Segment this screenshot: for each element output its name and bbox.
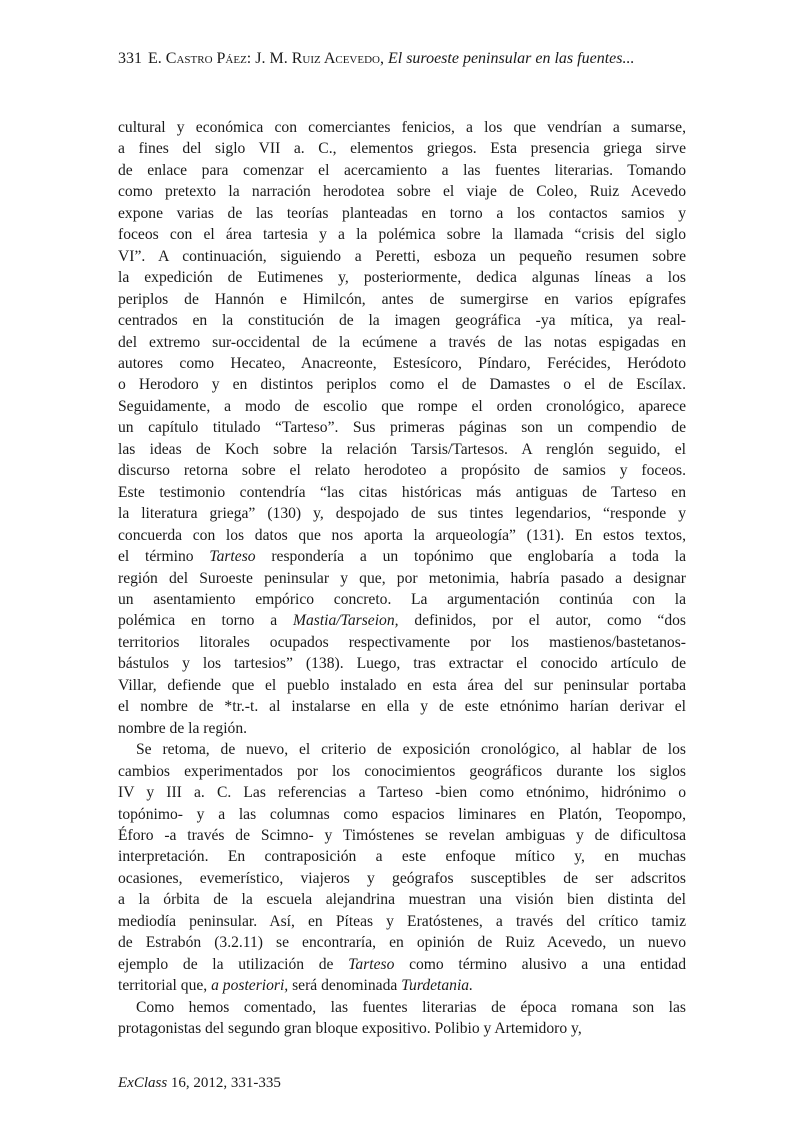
text-line [118, 653, 686, 674]
text-line [118, 503, 686, 524]
text-line [118, 396, 686, 417]
text-segment: ocasiones, evemerístico, viajeros y geógrafos susceptibles de ser adscritos [118, 869, 686, 887]
text-line [118, 739, 686, 760]
journal-name: ExClass [118, 1075, 168, 1091]
text-line [118, 675, 686, 696]
italic-text: Tarteso [209, 548, 256, 566]
footer-citation [118, 1075, 281, 1092]
text-segment: Villar, defiende que el pueblo instalado en esta área del sur peninsular portaba [118, 676, 686, 694]
text-segment: la literatura griega” (130) y, despojado de sus tintes legendarios, “responde y [118, 505, 686, 523]
text-line [118, 267, 686, 288]
text-line [118, 224, 686, 245]
author-initial: E. [148, 50, 166, 67]
italic-text: a posteriori, [211, 977, 289, 995]
text-segment: del extremo sur-occidental de la ecúmene a través de las notas espigadas en [118, 333, 686, 351]
text-segment: un capítulo titulado “Tarteso”. Sus primeras páginas son un compendio de [118, 419, 686, 437]
text-segment: centrados en la constitución de la imagen geográfica -ya mítica, ya real- [118, 312, 686, 330]
page-number: 331 [118, 50, 142, 67]
text-segment: como pretexto la narración herodotea sobre el viaje de Coleo, Ruiz Acevedo [118, 183, 686, 201]
text-segment: foceos con el área tartesia y a la polémica sobre la llamada “crisis del siglo [118, 226, 686, 244]
text-segment: nombre de la región. [118, 719, 248, 737]
text-segment: Se retoma, de nuevo, el criterio de exposición cronológico, al hablar de los [136, 741, 686, 759]
text-segment: periplos de Hannón e Himilcón, antes de sumergirse en varios epígrafes [118, 290, 686, 308]
text-line [118, 696, 686, 717]
text-segment: definidos, por el autor, como “dos [398, 612, 686, 630]
text-segment: de enlace para comenzar el acercamiento a las fuentes literarias. Tomando [118, 161, 686, 179]
text-segment: cambios experimentados por los conocimientos geográficos durante los siglos [118, 762, 686, 780]
text-segment: VI”. A continuación, siguiendo a Peretti, esboza un pequeño resumen sobre [118, 247, 686, 265]
paragraph [118, 739, 686, 996]
text-line [118, 439, 686, 460]
text-segment: expone varias de las teorías planteadas en torno a los contactos samios y [118, 204, 686, 222]
journal-details: 16, 2012, 331-335 [167, 1075, 281, 1091]
text-line [118, 181, 686, 202]
text-line [118, 203, 686, 224]
text-line [118, 525, 686, 546]
text-segment: a la órbita de la escuela alejandrina muestran una visión bien distinta del [118, 891, 686, 909]
italic-text: Tarteso [348, 955, 395, 973]
text-segment: Como hemos comentado, las fuentes literarias de época romana son las [136, 998, 686, 1016]
text-line [118, 289, 686, 310]
text-segment: Seguidamente, a modo de escolio que rompe el orden cronológico, aparece [118, 397, 686, 415]
paragraph [118, 117, 686, 739]
text-segment: como término alusivo a una entidad [394, 955, 687, 973]
text-segment: el nombre de *tr.-t. al instalarse en ella y de este etnónimo harían derivar el [118, 698, 686, 716]
text-line [118, 482, 686, 503]
paragraph [118, 997, 686, 1040]
body-text [118, 117, 686, 1039]
text-line [118, 761, 686, 782]
text-line [118, 546, 686, 567]
text-line [118, 417, 686, 438]
text-line [118, 138, 686, 159]
text-segment: interpretación. En contraposición a este enfoque mítico y, en muchas [118, 848, 686, 866]
text-segment: mediodía peninsular. Así, en Píteas y Eratóstenes, a través del crítico tamiz [118, 912, 686, 930]
text-segment: Este testimonio contendría “las citas históricas más antiguas de Tarteso en [118, 483, 686, 501]
text-segment: autores como Hecateo, Anacreonte, Estesícoro, Píndaro, Ferécides, Heródoto [118, 354, 686, 372]
text-line [118, 804, 686, 825]
text-line [118, 889, 686, 910]
text-segment: territorios litorales ocupados respectivamente por los mastienos/bastetanos- [118, 633, 686, 651]
text-segment: territorial que, [118, 977, 212, 995]
text-segment: IV y III a. C. Las referencias a Tarteso -bien como etnónimo, hidrónimo o [118, 784, 686, 802]
text-line [118, 997, 686, 1018]
text-line [118, 160, 686, 181]
text-line [118, 911, 686, 932]
text-line [118, 374, 686, 395]
text-line [118, 782, 686, 803]
reviewed-author: Ruiz Acevedo [291, 50, 380, 67]
book-title: El suroeste peninsular en las fuentes... [387, 50, 635, 67]
text-line [118, 568, 686, 589]
text-segment: la expedición de Eutimenes y, posteriormente, dedica algunas líneas a los [118, 269, 686, 287]
header-separator: : J. M. [246, 50, 292, 67]
text-line [118, 117, 686, 138]
text-segment: será denominada [288, 977, 402, 995]
text-line [118, 975, 686, 996]
text-line [118, 589, 686, 610]
text-line [118, 954, 686, 975]
text-segment: un asentamiento empórico concreto. La argumentación continúa con la [118, 590, 686, 608]
running-header [118, 50, 718, 68]
text-line [118, 868, 686, 889]
text-segment: Éforo -a través de Scimno- y Timóstenes se revelan ambiguas y de dificultosa [118, 826, 686, 844]
text-segment: respondería a un topónimo que englobaría a toda la [255, 548, 686, 566]
text-line [118, 246, 686, 267]
italic-text: Turdetania. [401, 977, 473, 995]
header-comma: , [379, 50, 388, 67]
text-line [118, 632, 686, 653]
text-line [118, 825, 686, 846]
text-line [118, 310, 686, 331]
text-line [118, 610, 686, 631]
text-segment: las ideas de Koch sobre la relación Tarsis/Tartesos. A renglón seguido, el [118, 440, 686, 458]
text-line [118, 353, 686, 374]
text-line [118, 932, 686, 953]
text-line [118, 718, 686, 739]
text-segment: a fines del siglo VII a. C., elementos griegos. Esta presencia griega sirve [118, 140, 686, 158]
text-line [118, 846, 686, 867]
text-segment: bástulos y los tartesios” (138). Luego, tras extractar el conocido artículo de [118, 655, 686, 673]
italic-text: Mastia/Tarseion, [292, 612, 399, 630]
text-line [118, 1018, 686, 1039]
text-segment: región del Suroeste peninsular y que, por metonimia, habría pasado a designar [118, 569, 686, 587]
text-segment: ejemplo de la utilización de [118, 955, 349, 973]
text-line [118, 332, 686, 353]
text-segment: el término [118, 548, 210, 566]
text-segment: de Estrabón (3.2.11) se encontraría, en opinión de Ruiz Acevedo, un nuevo [118, 934, 686, 952]
text-segment: topónimo- y a las columnas como espacios liminares en Platón, Teopompo, [118, 805, 686, 823]
text-segment: concuerda con los datos que nos aporta la arqueología” (131). En estos textos, [118, 526, 686, 544]
text-segment: cultural y económica con comerciantes fenicios, a los que vendrían a sumarse, [118, 119, 686, 136]
running-title [148, 50, 634, 68]
author-name: Castro Páez [165, 50, 247, 67]
text-line [118, 460, 686, 481]
text-segment: protagonistas del segundo gran bloque expositivo. Polibio y Artemidoro y, [118, 1020, 582, 1038]
text-segment: polémica en torno a [118, 612, 293, 630]
text-segment: discurso retorna sobre el relato herodoteo a propósito de samios y foceos. [118, 462, 686, 480]
text-segment: o Herodoro y en distintos periplos como el de Damastes o el de Escílax. [118, 376, 686, 394]
